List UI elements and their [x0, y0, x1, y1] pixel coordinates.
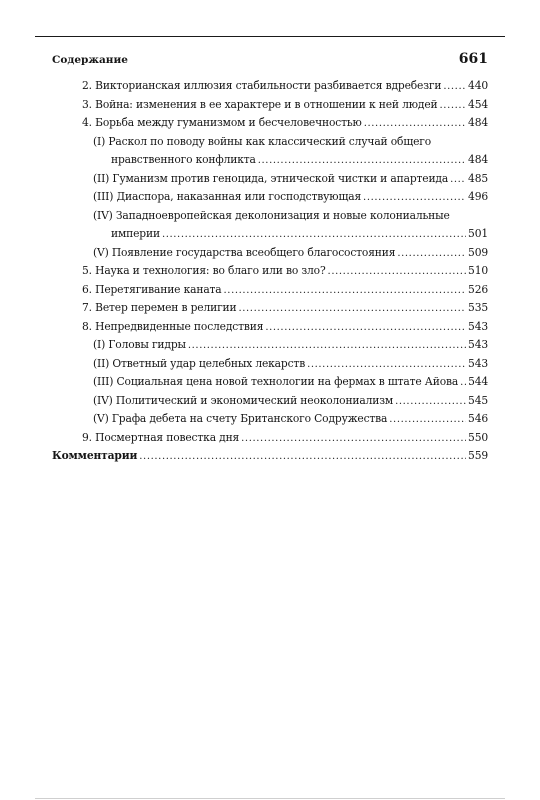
toc-entry-page: 545 — [468, 393, 488, 407]
page-number: 661 — [458, 51, 488, 67]
toc-entry-title: 9. Посмертная повестка дня — [82, 430, 240, 444]
toc-entry-page: 509 — [468, 245, 488, 259]
toc-entry-page: 501 — [468, 227, 488, 240]
toc-entry-title: (IV) Западноевропейская деколонизация и новые колониальные — [93, 208, 450, 222]
dot-leader — [450, 170, 466, 188]
toc-entry[interactable] — [93, 373, 488, 391]
dot-leader — [224, 281, 467, 299]
dot-leader — [265, 318, 466, 336]
running-title: Содержание — [52, 54, 128, 66]
dot-leader — [363, 188, 466, 206]
toc-entry-continued[interactable] — [111, 225, 488, 243]
dot-leader — [139, 447, 466, 465]
dot-leader — [328, 262, 467, 280]
toc-entry-page: 535 — [468, 301, 488, 314]
toc-entry-title: нравственного конфликта — [111, 153, 256, 166]
toc-entry[interactable] — [82, 281, 488, 299]
toc-entry[interactable] — [82, 429, 488, 447]
dot-leader — [395, 392, 466, 410]
toc-entry-title: (III) Диаспора, наказанная или господствующая — [93, 190, 362, 203]
toc-entry-page: 510 — [468, 264, 488, 277]
toc-entry-page: 526 — [468, 282, 488, 296]
toc-entry[interactable] — [82, 318, 488, 336]
running-head — [52, 51, 488, 69]
toc-entry-title: 2. Викторианская иллюзия стабильности разбивается вдребезги — [82, 79, 442, 92]
toc-entry-title: 7. Ветер перемен в религии — [82, 301, 237, 314]
dot-leader — [238, 299, 466, 317]
toc-entry-title: (IV) Политический и экономический неоколониализм — [93, 393, 394, 407]
toc-entry-title: (II) Ответный удар целебных лекарств — [93, 356, 306, 370]
dot-leader — [389, 410, 466, 428]
toc-entry-continued[interactable] — [111, 151, 488, 169]
toc-entry-page: 485 — [468, 171, 488, 185]
toc-entry[interactable] — [82, 299, 488, 317]
toc-entry-title: (V) Появление государства всеобщего благосостояния — [93, 245, 396, 259]
toc-entry[interactable] — [82, 96, 488, 114]
dot-leader — [440, 96, 467, 114]
toc-entry-page: 440 — [468, 79, 488, 92]
dot-leader — [241, 429, 466, 447]
dot-leader — [397, 244, 466, 262]
toc-entry-title: 3. Война: изменения в ее характере и в отношении к ней людей — [82, 97, 438, 111]
toc-entry-page: 544 — [468, 375, 488, 388]
toc-entry[interactable] — [93, 170, 488, 188]
top-rule — [35, 36, 505, 37]
toc-entry[interactable] — [93, 392, 488, 410]
dot-leader — [443, 77, 466, 95]
toc-entry[interactable] — [82, 77, 488, 95]
toc-entry[interactable] — [93, 244, 488, 262]
toc-entry-page: 546 — [468, 412, 488, 425]
dot-leader — [364, 114, 466, 132]
toc-entry[interactable] — [93, 188, 488, 206]
dot-leader — [460, 373, 466, 391]
dot-leader — [258, 151, 466, 169]
toc-entry[interactable] — [82, 262, 488, 280]
toc-entry-title: (II) Гуманизм против геноцида, этнической чистки и апартеида — [93, 171, 449, 185]
toc-entry-title: (I) Головы гидры — [93, 338, 186, 351]
toc-entry-title: 5. Наука и технология: во благо или во зло? — [82, 264, 326, 277]
toc-entry-title: империи — [111, 227, 160, 240]
dot-leader — [188, 336, 466, 354]
bottom-rule — [35, 798, 505, 799]
toc-entry-page: 550 — [468, 430, 488, 444]
dot-leader — [307, 355, 466, 373]
toc-entry-page: 543 — [468, 319, 488, 333]
toc-entry-page: 543 — [468, 356, 488, 370]
toc-entry-page: 559 — [468, 449, 488, 462]
toc-entry-commentary[interactable] — [52, 447, 488, 465]
dot-leader — [162, 225, 466, 243]
toc-entry[interactable] — [93, 410, 488, 428]
toc-entry-title: (III) Социальная цена новой технологии на фермах в штате Айова — [93, 375, 459, 388]
toc-entry-title: (V) Графа дебета на счету Британского Содружества — [93, 412, 388, 425]
toc-entry-page: 484 — [468, 116, 488, 129]
toc-entry-title: Комментарии — [52, 449, 138, 462]
toc-entry-page: 543 — [468, 338, 488, 351]
toc-entry[interactable] — [93, 336, 488, 354]
toc-entry-page: 484 — [468, 153, 488, 166]
toc-entry-title: 4. Борьба между гуманизмом и бесчеловечностью — [82, 116, 362, 129]
toc-entry[interactable] — [93, 133, 488, 151]
toc-entry[interactable] — [93, 207, 488, 225]
toc-entry-page: 496 — [468, 190, 488, 203]
toc-entry[interactable] — [93, 355, 488, 373]
toc-entry-title: (I) Раскол по поводу войны как классический случай общего — [93, 134, 432, 148]
toc-entry-title: 6. Перетягивание каната — [82, 282, 222, 296]
toc-entry-title: 8. Непредвиденные последствия — [82, 319, 264, 333]
toc-entry[interactable] — [82, 114, 488, 132]
toc-entry-page: 454 — [468, 97, 488, 111]
